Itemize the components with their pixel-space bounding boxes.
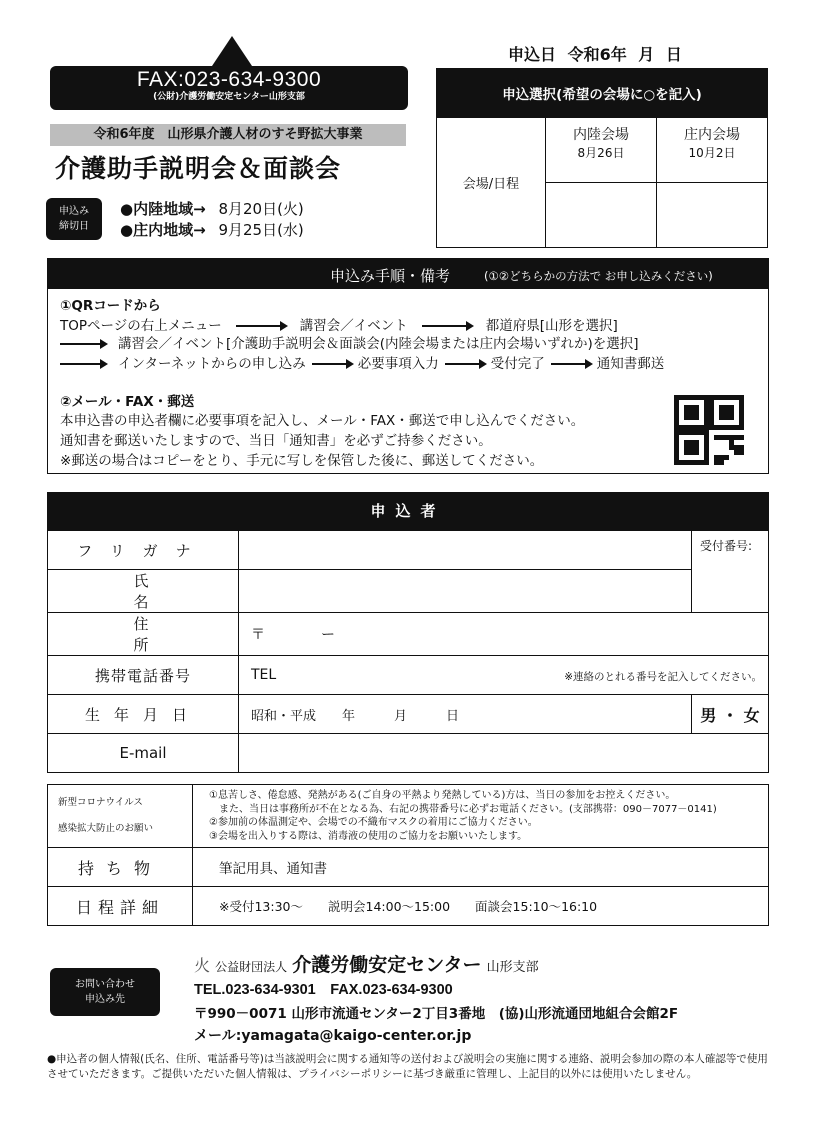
- qr-flow-1: [60, 317, 618, 335]
- phone-note: ※連絡のとれる番号を記入してください。: [564, 671, 762, 683]
- flow-step: 必要事項入力: [357, 356, 439, 372]
- covid-label-line: 感染拡大防止のお願い: [58, 823, 154, 834]
- address-field[interactable]: [239, 613, 769, 656]
- qr-flow-2: [60, 335, 639, 353]
- covid-notes: [193, 785, 769, 848]
- procedure-note: (①②どちらかの方法で お申し込みください): [484, 269, 713, 283]
- covid-line: ②参加前の体温測定や、会場での不織布マスクの着用にご協力ください。: [209, 817, 538, 828]
- org-name: 介護労働安定センター: [292, 954, 482, 976]
- arrow-icon: [60, 363, 106, 365]
- fax-org: (公財)介護労働安定センター山形支部: [153, 92, 305, 102]
- contact-tel-fax: TEL.023-634-9301 FAX.023-634-9300: [194, 982, 453, 998]
- org-prefix: 公益財団法人: [215, 960, 288, 974]
- flow-step: 都道府県[山形を選択]: [485, 318, 618, 334]
- flow-step: TOPページの右上メニュー: [60, 318, 222, 334]
- venue-option-shonai: [657, 118, 768, 183]
- qr-heading: ①QRコードから: [60, 298, 161, 314]
- venue-choice-inland[interactable]: [546, 183, 657, 248]
- arrow-icon: [312, 363, 352, 365]
- venue-name: 内陸会場: [573, 127, 629, 143]
- flow-step: 受付完了: [490, 356, 545, 372]
- contact-badge: [50, 968, 160, 1016]
- venue-option-inland: [546, 118, 657, 183]
- qr-module: [739, 435, 744, 440]
- fax-number: FAX:023-634-9300: [136, 68, 322, 91]
- postal-mark: 〒 ー: [251, 627, 335, 643]
- contact-badge-line: お問い合わせ: [75, 979, 135, 990]
- contact-org: [194, 950, 539, 977]
- covid-line: ③会場を出入りする際は、消毒液の使用のご協力をお願いいたします。: [209, 830, 528, 842]
- mail-line-1: 本申込書の申込者欄に必要事項を記入し、メール・FAX・郵送で申し込んでください。: [60, 413, 585, 429]
- notes-table: [47, 784, 769, 926]
- event-subtitle: 令和6年度 山形県介護人材のすそ野拡大事業: [50, 124, 406, 146]
- name-field[interactable]: [239, 570, 692, 613]
- venue-date: 8月26日: [577, 146, 625, 160]
- covid-label-line: 新型コロナウイルス: [58, 797, 143, 808]
- schedule-value: ※受付13:30～ 説明会14:00～15:00 面談会15:10～16:10: [193, 887, 769, 926]
- deadline-date: 9月25日(水): [218, 221, 304, 239]
- deadline-badge-line-2: 締切日: [59, 221, 89, 232]
- phone-field[interactable]: [239, 656, 769, 695]
- furigana-field[interactable]: [239, 531, 692, 570]
- phone-label: 携帯電話番号: [48, 656, 239, 695]
- birthday-label: 生年月日: [48, 695, 239, 734]
- flow-step: インターネットからの申し込み: [118, 356, 306, 372]
- apply-date: 申込日 令和6年 月 日: [508, 45, 682, 64]
- qr-finder: [684, 440, 699, 455]
- privacy-notice: ●申込者の個人情報(氏名、住所、電話番号等)は当該説明会に関する通知等の送付および説明会の実施に関する連絡、説明会参加の際の本人確認等で使用させていただきます。ご提供いただいた個人情報は、プライバシーポリシーに基づき厳重に管理し、上記目的以外には使用いたしません。: [47, 1053, 768, 1080]
- flow-step: 通知書郵送: [596, 356, 665, 372]
- flow-step: 講習会／イベント: [299, 318, 408, 334]
- qr-finder: [719, 405, 734, 420]
- qr-module: [724, 455, 729, 460]
- deadline-badge-line-1: 申込み: [59, 206, 89, 217]
- name-label: 氏名: [48, 570, 239, 613]
- venue-date: 10月2日: [688, 146, 736, 160]
- procedure-box: [47, 258, 769, 474]
- event-title: 介護助手説明会＆面談会: [55, 154, 342, 183]
- birthday-field[interactable]: [239, 695, 692, 734]
- venue-choice-shonai[interactable]: [657, 183, 768, 248]
- qr-flow-3: [60, 355, 664, 373]
- venue-header: 申込選択(希望の会場に○を記入): [437, 69, 768, 118]
- contact-email[interactable]: メール:yamagata@kaigo-center.or.jp: [194, 1028, 472, 1044]
- venue-row-label: 会場/日程: [437, 118, 546, 248]
- flow-step: 講習会／イベント[介護助手説明会＆面談会(内陸会場または庄内会場いずれか)を選択]: [118, 336, 639, 352]
- venue-select-table: [436, 68, 768, 248]
- mail-line-2: 通知書を郵送いたしますので、当日「通知書」を必ずご持参ください。: [60, 433, 492, 449]
- applicant-table: [47, 530, 769, 773]
- tel-prefix: TEL: [251, 667, 277, 683]
- deadline-region: ●内陸地域→: [120, 200, 206, 218]
- venue-name: 庄内会場: [684, 127, 740, 143]
- deadline-date: 8月20日(火): [218, 200, 304, 218]
- gender-options: 男 ・ 女: [700, 705, 760, 725]
- deadline-shonai: [120, 220, 304, 240]
- gender-field[interactable]: [692, 695, 769, 734]
- procedure-header: [48, 259, 768, 289]
- birthday-era: 昭和・平成 年 月 日: [251, 708, 460, 724]
- arrow-icon: [551, 363, 591, 365]
- address-label: 住所: [48, 613, 239, 656]
- deadline-region: ●庄内地域→: [120, 221, 206, 239]
- receipt-number-label: 受付番号:: [700, 539, 753, 553]
- qr-code-icon[interactable]: [674, 395, 744, 465]
- covid-line: ①息苦しさ、倦怠感、発熱がある(ご自身の平熱より発熱している)方は、当日の参加をお控えください。: [209, 790, 676, 801]
- covid-line: また、当日は事務所が不在となる為、右記の携帯番号に必ずお電話ください。(支部携帯：090－7077－0141): [209, 803, 717, 815]
- fax-box: [50, 66, 408, 110]
- schedule-label: 日程詳細: [48, 887, 193, 926]
- covid-label: [48, 785, 193, 848]
- email-field[interactable]: [239, 734, 769, 773]
- procedure-title: 申込み手順・備考: [330, 267, 451, 285]
- receipt-number: [692, 531, 769, 613]
- fax-pointer: [212, 36, 252, 66]
- deadline-badge: [46, 198, 102, 240]
- arrow-icon: [422, 325, 472, 327]
- arrow-icon: [60, 343, 106, 345]
- contact-badge-line: 申込み先: [85, 994, 125, 1005]
- furigana-label: フリガナ: [48, 531, 239, 570]
- org-branch: 山形支部: [486, 960, 539, 975]
- org-logo-icon: ⽕: [194, 956, 211, 975]
- belongings-label: 持ち物: [48, 848, 193, 887]
- qr-module: [739, 450, 744, 455]
- qr-module: [719, 460, 724, 465]
- arrow-icon: [236, 325, 286, 327]
- belongings-value: 筆記用具、通知書: [193, 848, 769, 887]
- arrow-icon: [445, 363, 485, 365]
- email-label: E-mail: [48, 734, 239, 773]
- contact-address: 〒990－0071 山形市流通センター2丁目3番地 (協)山形流通団地組合会館2F: [194, 1006, 679, 1022]
- deadline-inland: [120, 199, 304, 219]
- mail-line-3: ※郵送の場合はコピーをとり、手元に写しを保管した後に、郵送してください。: [60, 453, 544, 469]
- mail-heading: ②メール・FAX・郵送: [60, 394, 195, 410]
- applicant-header: 申込者: [47, 492, 769, 530]
- qr-finder: [684, 405, 699, 420]
